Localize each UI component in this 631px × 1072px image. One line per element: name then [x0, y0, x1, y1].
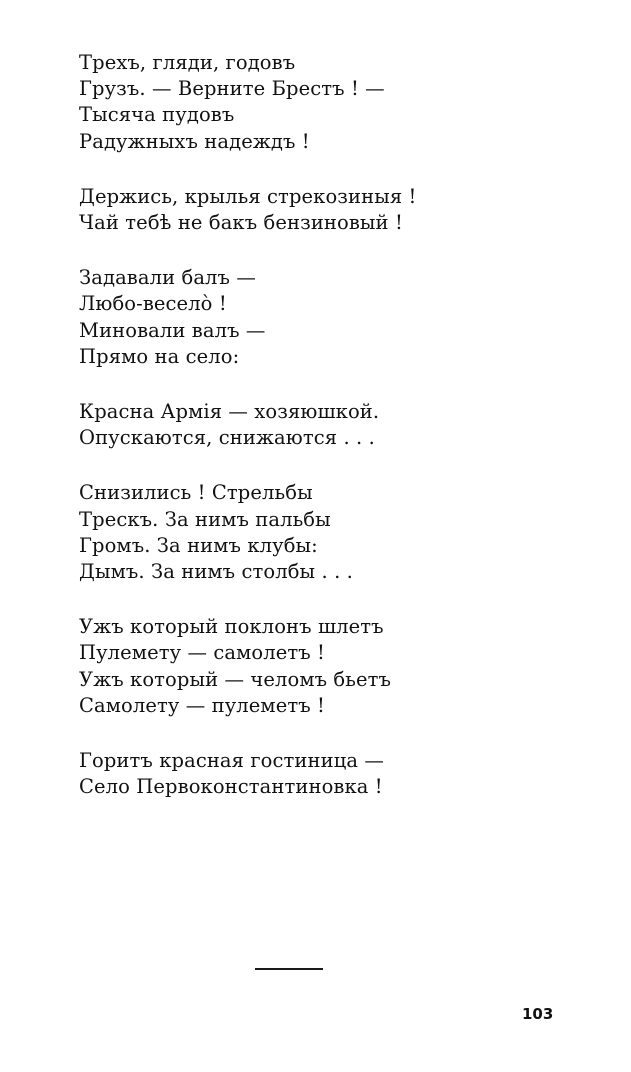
- stanza-3: [79, 265, 599, 370]
- stanza-1: [79, 50, 599, 155]
- poem-line: Пулемету — самолетъ !: [79, 641, 325, 665]
- poem-line: Ужъ который поклонъ шлетъ: [79, 615, 384, 639]
- poem-line: Тысяча пудовъ: [79, 103, 235, 127]
- poem-line: Держись, крылья стрекозиныя !: [79, 184, 417, 208]
- poem-line: Чай тебѣ не бакъ бензиновый !: [79, 211, 403, 235]
- poem-text: [79, 50, 599, 829]
- stanza-7: [79, 748, 599, 800]
- poem-line: Прямо на село:: [79, 344, 240, 368]
- poem-line: Ужъ который — челомъ бьетъ: [79, 667, 392, 691]
- poem-line: Грузъ. — Верните Брестъ ! —: [79, 77, 385, 101]
- poem-line: Самолету — пулеметъ !: [79, 693, 325, 717]
- poem-line: Трескъ. За нимъ пальбы: [79, 507, 331, 531]
- poem-line: Красна Армія — хозяюшкой.: [79, 400, 380, 424]
- poem-line: Громъ. За нимъ клубы:: [79, 533, 318, 557]
- page-number: 103: [522, 1005, 554, 1023]
- poem-line: Опускаются, снижаются . . .: [79, 426, 375, 450]
- poem-line: Снизились ! Стрельбы: [79, 481, 313, 505]
- stanza-6: [79, 614, 599, 719]
- poem-line: Дымъ. За нимъ столбы . . .: [79, 560, 353, 584]
- poem-line: Любо-веселò !: [79, 292, 227, 316]
- poem-line: Трехъ, гляди, годовъ: [79, 51, 296, 74]
- poem-line: Миновали валъ —: [79, 318, 266, 342]
- poem-line: Горитъ красная гостиница —: [79, 749, 384, 773]
- poem-line: Село Первоконстантиновка !: [79, 775, 383, 799]
- poem-line: Радужныхъ надеждъ !: [79, 129, 310, 153]
- stanza-5: [79, 480, 599, 585]
- stanza-2: [79, 184, 599, 236]
- section-divider-rule: [255, 968, 323, 970]
- poem-line: Задавали балъ —: [79, 266, 256, 290]
- stanza-4: [79, 399, 599, 451]
